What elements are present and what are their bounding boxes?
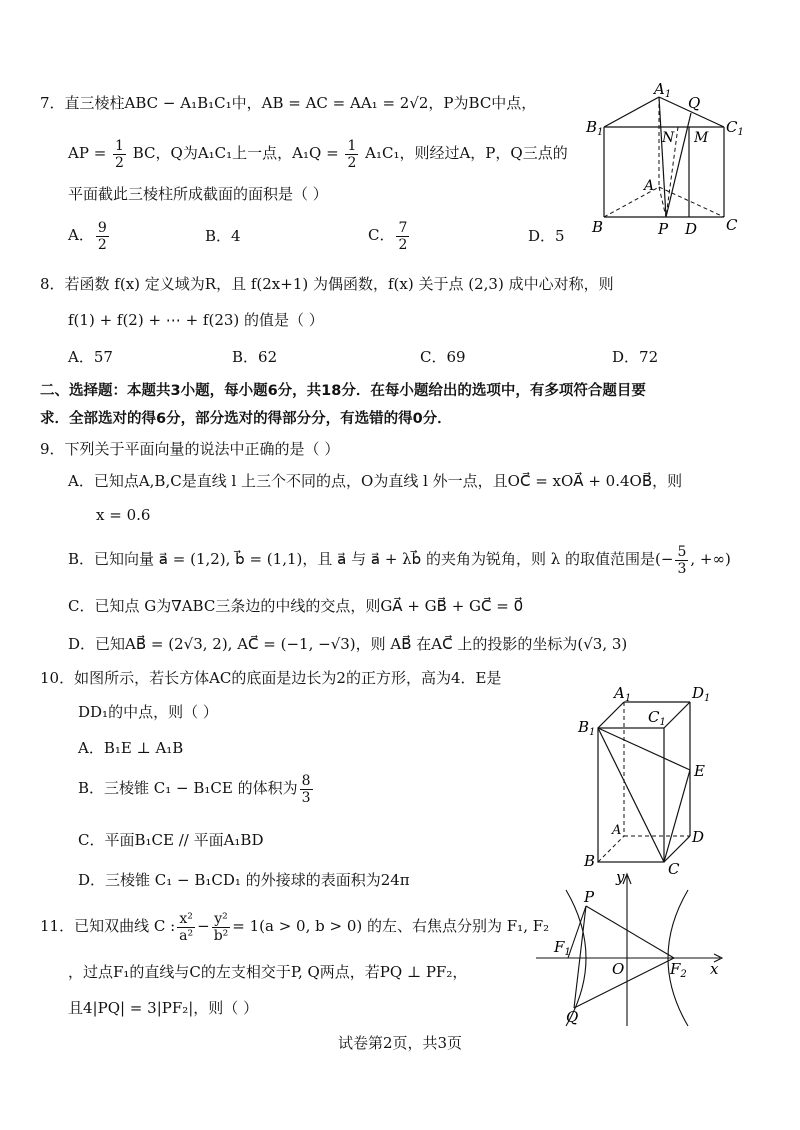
- q8-line1: 8．若函数 f(x) 定义域为R，且 f(2x+1) 为偶函数，f(x) 关于点 (2,3) 成中心对称，则: [40, 275, 614, 293]
- q10-line2: DD₁的中点，则（ ）: [78, 703, 218, 721]
- q7-line3: 平面截此三棱柱所成截面的面积是（ ）: [68, 185, 328, 203]
- q11-hyperbola-figure: [534, 870, 730, 1030]
- q11-line1: 11．已知双曲线 C : $\frac{\text{x²}}{\text{a²}}$ − $\frac{\text{y²}}{\text{b²}}$ = 1(a > 0, b > 0) 的左、右焦点分别为 F₁, F₂: [40, 910, 550, 944]
- q7-line2-c: A₁C₁，则经过A，P，Q三点的: [365, 144, 568, 162]
- label-B1: $B_1$: [586, 118, 604, 138]
- q9-option-a-cont: x = 0.6: [96, 506, 151, 524]
- q7-line2-a: AP =: [68, 144, 107, 162]
- label-P: P: [584, 888, 595, 906]
- label-B: B: [584, 852, 596, 870]
- label-C: C: [668, 860, 680, 878]
- label-x: x: [710, 960, 719, 978]
- label-y: y: [616, 870, 625, 886]
- q8-option-c[interactable]: C．69: [420, 348, 466, 366]
- q10-line1: 10．如图所示，若长方体AC的底面是边长为2的正方形，高为4．E是: [40, 669, 502, 687]
- page-footer: 试卷第2页，共3页: [337, 1034, 463, 1052]
- label-F1: $F_1$: [554, 938, 571, 958]
- label-O: O: [612, 960, 625, 978]
- label-A1: $A_1$: [614, 684, 632, 704]
- q11-line3: 且4|PQ| = 3|PF₂|，则（ ）: [68, 999, 259, 1017]
- q9-option-b[interactable]: B．已知向量 a⃗ = (1,2), b⃗ = (1,1)，且 a⃗ 与 a⃗ + λb⃗ 的夹角为锐角，则 λ 的取值范围是(− $\frac{5}{3}$ , +∞): [68, 543, 731, 577]
- label-E: E: [694, 762, 705, 780]
- q9-option-a[interactable]: A．已知点A,B,C是直线 l 上三个不同的点，O为直线 l 外一点，且OC⃗ = xOA⃗ + 0.4OB⃗，则: [68, 472, 683, 490]
- label-Q: Q: [566, 1008, 579, 1026]
- q7-frac-half: $\frac{1}{2}$: [115, 137, 124, 171]
- q7-option-b[interactable]: B．4: [205, 227, 241, 245]
- q7-line2: [68, 136, 568, 171]
- label-F2: $F_2$: [670, 960, 687, 980]
- q8-option-b[interactable]: B．62: [232, 348, 278, 366]
- section2-header-line1: 二、选择题：本题共3小题，每小题6分，共18分．在每小题给出的选项中，有多项符合题目要: [40, 383, 646, 399]
- label-D1: $D_1$: [692, 684, 711, 704]
- label-B1: $B_1$: [578, 718, 596, 738]
- label-Q: Q: [688, 94, 701, 112]
- q9-stem: 9．下列关于平面向量的说法中正确的是（ ）: [40, 440, 340, 458]
- label-D: D: [685, 220, 698, 238]
- q11-line2: ，过点F₁的直线与C的左支相交于P, Q两点，若PQ ⊥ PF₂，: [68, 963, 468, 981]
- label-C1: $C_1$: [648, 708, 666, 728]
- section2-header-line2: 求．全部选对的得6分，部分选对的得部分分，有选错的得0分．: [40, 411, 452, 427]
- q10-option-c[interactable]: C．平面B₁CE // 平面A₁BD: [78, 831, 264, 849]
- label-D: D: [692, 828, 705, 846]
- q8-line2: f(1) + f(2) + ⋯ + f(23) 的值是（ ）: [68, 311, 324, 329]
- q7-prism-figure: [582, 80, 752, 240]
- q8-option-d[interactable]: D．72: [612, 348, 659, 366]
- label-A: A: [644, 178, 655, 194]
- q7-option-d[interactable]: D．5: [528, 227, 565, 245]
- q7-line1: 7．直三棱柱ABC − A₁B₁C₁中，AB = AC = AA₁ = 2√2，P为BC中点，: [40, 94, 537, 112]
- label-B: B: [592, 218, 604, 236]
- label-C: C: [726, 216, 738, 234]
- q7-option-a[interactable]: A． $\frac{9}{2}$: [68, 219, 107, 253]
- q10-option-d[interactable]: D．三棱锥 C₁ − B₁CD₁ 的外接球的表面积为24π: [78, 871, 410, 889]
- label-C1: $C_1$: [726, 118, 744, 138]
- q10-option-a[interactable]: A．B₁E ⊥ A₁B: [78, 739, 184, 757]
- label-M: M: [694, 130, 709, 146]
- q7-option-c[interactable]: C． $\frac{7}{2}$: [368, 219, 408, 253]
- q7-line2-b: BC，Q为A₁C₁上一点，A₁Q =: [132, 144, 339, 162]
- label-P: P: [658, 220, 669, 238]
- q10-cuboid-figure: [572, 680, 732, 880]
- label-N: N: [662, 130, 675, 146]
- q7-frac-half-2: $\frac{1}{2}$: [347, 137, 357, 171]
- q10-option-b[interactable]: B．三棱锥 C₁ − B₁CE 的体积为 $\frac{8}{3}$: [78, 772, 311, 806]
- q8-option-a[interactable]: A．57: [68, 348, 113, 366]
- q9-option-d[interactable]: D．已知AB⃗ = (2√3, 2), AC⃗ = (−1, −√3)，则 AB⃗ 在AC⃗ 上的投影的坐标为(√3, 3): [68, 635, 628, 653]
- label-A1: $A_1$: [654, 80, 672, 100]
- q9-option-c[interactable]: C．已知点 G为∇ABC三条边的中线的交点，则GA⃗ + GB⃗ + GC⃗ = 0⃗: [68, 597, 524, 615]
- label-A: A: [612, 823, 622, 838]
